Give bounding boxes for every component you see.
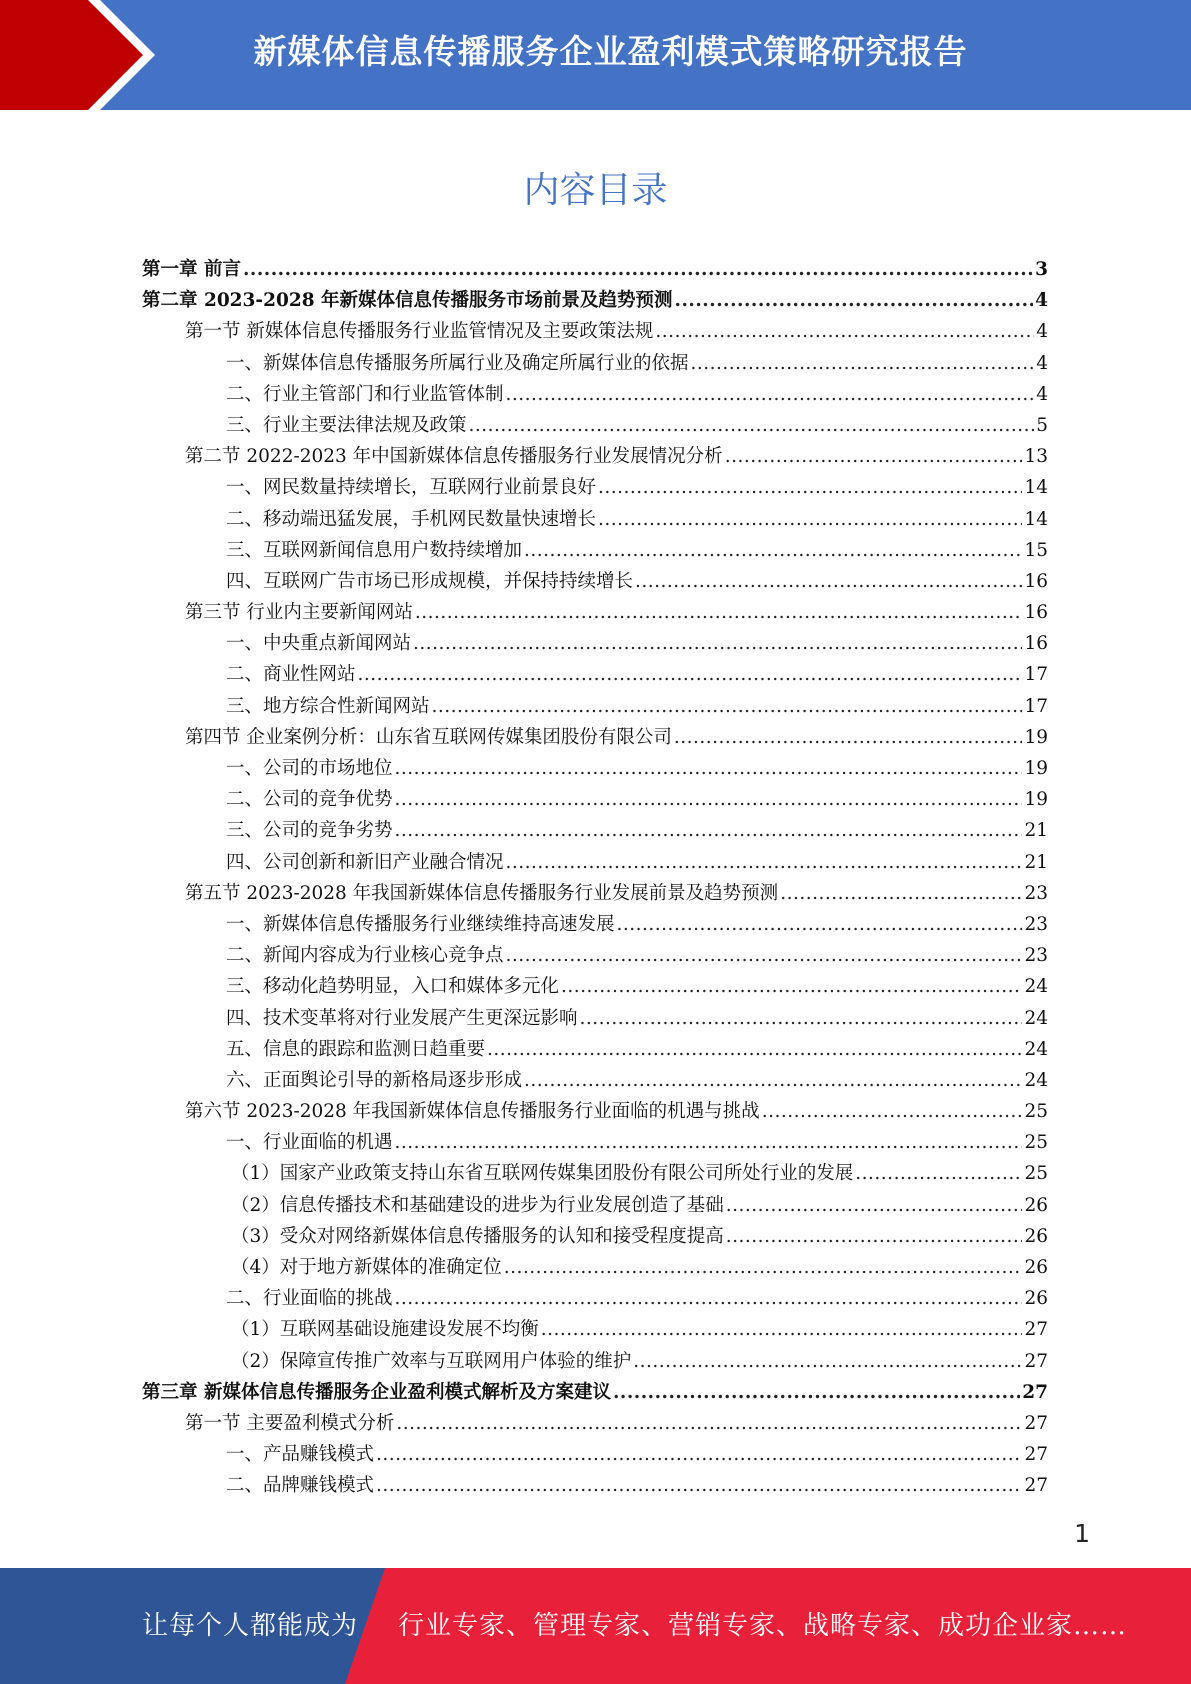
toc-dot-leader [524,1065,1022,1096]
toc-entry[interactable] [142,784,1048,815]
toc-entry-label: 二、新闻内容成为行业核心竞争点 [226,945,504,967]
toc-entry[interactable] [142,1314,1048,1345]
toc-entry[interactable] [142,441,1048,472]
toc-entry[interactable] [142,628,1048,659]
toc-dot-leader [675,285,1034,316]
toc-entry[interactable] [142,1003,1048,1034]
toc-entry-page: 23 [1024,913,1048,935]
toc-entry-label: 一、新媒体信息传播服务所属行业及确定所属行业的依据 [226,352,689,374]
toc-entry-label: 二、公司的竞争优势 [226,789,393,811]
toc-entry[interactable] [142,1190,1048,1221]
toc-entry-page: 19 [1024,789,1048,811]
toc-entry-page: 16 [1024,602,1048,624]
toc-entry-label: 二、行业主管部门和行业监管体制 [226,383,504,405]
toc-entry-label: 一、中央重点新闻网站 [226,633,412,655]
toc-entry[interactable] [142,1439,1048,1470]
toc-entry-page: 14 [1024,508,1048,530]
toc-dot-leader [561,971,1022,1002]
toc-dot-leader [541,1314,1023,1345]
toc-entry-label: 一、产品赚钱模式 [226,1444,375,1466]
toc-entry-label: （1）互联网基础设施建设发展不均衡 [231,1319,539,1341]
toc-entry[interactable] [142,410,1048,441]
toc-entry-label: 四、互联网广告市场已形成规模，并保持持续增长 [226,570,634,592]
toc-entry[interactable] [142,847,1048,878]
toc-entry[interactable] [142,1470,1048,1501]
toc-entry-label: 二、移动端迅猛发展，手机网民数量快速增长 [226,508,597,530]
toc-entry-label: 第一章 前言 [142,259,241,280]
toc-entry-label: （4）对于地方新媒体的准确定位 [231,1257,502,1278]
toc-dot-leader [617,909,1023,940]
toc-entry-page: 17 [1024,695,1048,717]
toc-entry-label: 第六节 2023-2028 年我国新媒体信息传播服务行业面临的机遇与挑战 [185,1101,760,1123]
toc-entry-label: 第三章 新媒体信息传播服务企业盈利模式解析及方案建议 [142,1381,611,1403]
toc-entry-label: 第五节 2023-2028 年我国新媒体信息传播服务行业发展前景及趋势预测 [185,882,779,904]
toc-entry-page: 26 [1024,1257,1048,1278]
toc-dot-leader [487,1034,1022,1065]
toc-entry-page: 27 [1024,1350,1048,1372]
toc-entry[interactable] [142,1346,1048,1377]
toc-entry-label: 第一节 主要盈利模式分析 [185,1412,395,1434]
toc-dot-leader [655,316,1034,347]
toc-dot-leader [506,940,1023,971]
toc-dot-leader [633,1346,1022,1377]
toc-dot-leader [855,1158,1022,1189]
toc-dot-leader [395,815,1023,846]
toc-entry-label: 三、行业主要法律法规及政策 [226,414,467,436]
toc-entry-label: 三、地方综合性新闻网站 [226,695,430,717]
toc-entry-label: 五、信息的跟踪和监测日趋重要 [226,1038,486,1060]
toc-entry[interactable] [142,1283,1048,1314]
toc-entry-label: （3）受众对网络新媒体信息传播服务的认知和接受程度提高 [231,1225,724,1247]
toc-entry-page: 27 [1024,1444,1048,1466]
toc-entry-page: 4 [1036,352,1048,374]
toc-dot-leader [598,504,1022,535]
toc-dot-leader [691,348,1035,379]
toc-entry[interactable] [142,316,1048,347]
toc-dot-leader [395,1127,1023,1158]
toc-dot-leader [395,784,1023,815]
toc-entry-label: 第二章 2023-2028 年新媒体信息传播服务市场前景及趋势预测 [142,290,673,312]
toc-entry[interactable] [142,722,1048,753]
toc-entry-page: 16 [1024,633,1048,655]
toc-entry[interactable] [142,1096,1048,1127]
toc-entry[interactable] [142,1065,1048,1096]
toc-entry[interactable] [142,815,1048,846]
toc-entry-label: 二、行业面临的挑战 [226,1288,393,1310]
toc-entry-label: 六、正面舆论引导的新格局逐步形成 [226,1069,523,1091]
header-band [0,0,1191,110]
toc-entry[interactable] [142,971,1048,1002]
toc-dot-leader [580,1003,1023,1034]
toc-dot-leader [395,1283,1023,1314]
toc-entry-label: 一、网民数量持续增长，互联网行业前景良好 [226,477,597,499]
toc-entry-page: 5 [1036,414,1048,436]
toc-entry[interactable] [142,659,1048,690]
toc-entry[interactable] [142,285,1048,316]
toc-entry-page: 3 [1035,259,1048,280]
toc-entry-page: 15 [1024,539,1048,561]
toc-entry-label: （2）保障宣传推广效率与互联网用户体验的维护 [231,1350,632,1372]
toc-entry[interactable] [142,472,1048,503]
toc-entry-label: 第四节 企业案例分析：山东省互联网传媒集团股份有限公司 [185,726,672,748]
toc-entry[interactable] [142,909,1048,940]
toc-dot-leader [395,753,1023,784]
toc-entry-label: 第二节 2022-2023 年中国新媒体信息传播服务行业发展情况分析 [185,446,723,468]
table-of-contents [142,254,1048,1502]
footer-slogan-right: 行业专家、管理专家、营销专家、战略专家、成功企业家…… [398,1611,1128,1641]
toc-entry[interactable] [142,1034,1048,1065]
toc-dot-leader [415,597,1023,628]
toc-dot-leader [613,1377,1020,1408]
toc-entry-page: 25 [1024,1132,1048,1154]
toc-dot-leader [726,1221,1023,1252]
toc-dot-leader [674,722,1023,753]
toc-entry[interactable] [142,504,1048,535]
toc-entry-page: 19 [1024,726,1048,748]
toc-entry[interactable] [142,878,1048,909]
toc-dot-leader [780,878,1022,909]
toc-entry-page: 25 [1024,1163,1048,1185]
toc-entry[interactable] [142,1377,1048,1408]
toc-entry-label: 一、新媒体信息传播服务行业继续维持高速发展 [226,913,615,935]
header-title: 新媒体信息传播服务企业盈利模式策略研究报告 [253,32,968,71]
toc-entry-page: 4 [1035,290,1048,312]
toc-entry-page: 27 [1024,1412,1048,1434]
toc-entry-page: 27 [1024,1475,1048,1497]
toc-entry[interactable] [142,597,1048,628]
toc-entry-label: 二、商业性网站 [226,664,356,686]
toc-dot-leader [243,254,1033,285]
toc-dot-leader [726,1190,1023,1221]
toc-entry-page: 14 [1024,477,1048,499]
toc-entry-page: 19 [1024,758,1048,779]
toc-entry-page: 4 [1036,383,1048,405]
toc-dot-leader [376,1439,1022,1470]
toc-entry-label: 二、品牌赚钱模式 [226,1475,375,1497]
toc-entry[interactable] [142,1127,1048,1158]
toc-entry-page: 26 [1024,1225,1048,1247]
toc-entry-label: （2）信息传播技术和基础建设的进步为行业发展创造了基础 [231,1194,724,1216]
toc-entry-page: 17 [1024,664,1048,686]
toc-entry-page: 24 [1024,1069,1048,1091]
toc-entry-page: 21 [1024,820,1048,842]
toc-dot-leader [506,847,1023,878]
toc-entry[interactable] [142,753,1048,784]
toc-entry-page: 24 [1024,1038,1048,1060]
toc-entry-page: 4 [1036,321,1048,343]
toc-entry-label: （1）国家产业政策支持山东省互联网传媒集团股份有限公司所处行业的发展 [231,1163,854,1185]
toc-entry-page: 24 [1024,976,1048,998]
toc-dot-leader [358,659,1023,690]
toc-entry-label: 四、技术变革将对行业发展产生更深远影响 [226,1007,578,1029]
toc-dot-leader [413,628,1022,659]
toc-entry[interactable] [142,379,1048,410]
toc-dot-leader [524,535,1022,566]
toc-entry-page: 13 [1024,446,1048,468]
toc-entry[interactable] [142,566,1048,597]
toc-dot-leader [396,1408,1022,1439]
toc-title: 内容目录 [523,170,668,211]
toc-entry-page: 26 [1024,1194,1048,1216]
toc-entry-page: 23 [1024,882,1048,904]
toc-entry[interactable] [142,348,1048,379]
toc-entry[interactable] [142,1252,1048,1283]
toc-entry-label: 一、行业面临的机遇 [226,1132,393,1154]
footer-slogan-left: 让每个人都能成为 [142,1611,359,1641]
toc-entry[interactable] [142,535,1048,566]
toc-dot-leader [598,472,1022,503]
toc-dot-leader [376,1470,1022,1501]
toc-entry-label: 三、移动化趋势明显，入口和媒体多元化 [226,976,560,998]
toc-entry[interactable] [142,940,1048,971]
toc-entry-label: 四、公司创新和新旧产业融合情况 [226,851,504,873]
toc-entry-label: 三、公司的竞争劣势 [226,820,393,842]
toc-entry-page: 25 [1024,1101,1048,1123]
toc-entry-label: 第一节 新媒体信息传播服务行业监管情况及主要政策法规 [185,321,654,343]
toc-entry-page: 27 [1024,1319,1048,1341]
toc-entry[interactable] [142,254,1048,285]
toc-entry-page: 16 [1024,570,1048,592]
toc-dot-leader [469,410,1035,441]
toc-entry-page: 24 [1024,1007,1048,1029]
toc-entry[interactable] [142,1408,1048,1439]
toc-entry-page: 27 [1022,1381,1048,1403]
toc-entry-label: 三、互联网新闻信息用户数持续增加 [226,539,523,561]
footer-band [0,1568,1191,1684]
toc-entry-page: 21 [1024,851,1048,873]
toc-entry[interactable] [142,1158,1048,1189]
toc-entry[interactable] [142,691,1048,722]
toc-dot-leader [506,379,1035,410]
toc-dot-leader [504,1252,1023,1283]
toc-entry[interactable] [142,1221,1048,1252]
toc-entry-page: 26 [1024,1288,1048,1310]
toc-dot-leader [762,1096,1023,1127]
toc-entry-label: 第三节 行业内主要新闻网站 [185,602,413,624]
toc-dot-leader [725,441,1023,472]
page-number: 1 [1074,1519,1090,1548]
toc-dot-leader [432,691,1023,722]
toc-entry-label: 一、公司的市场地位 [226,758,393,779]
toc-entry-page: 23 [1024,945,1048,967]
toc-dot-leader [635,566,1022,597]
